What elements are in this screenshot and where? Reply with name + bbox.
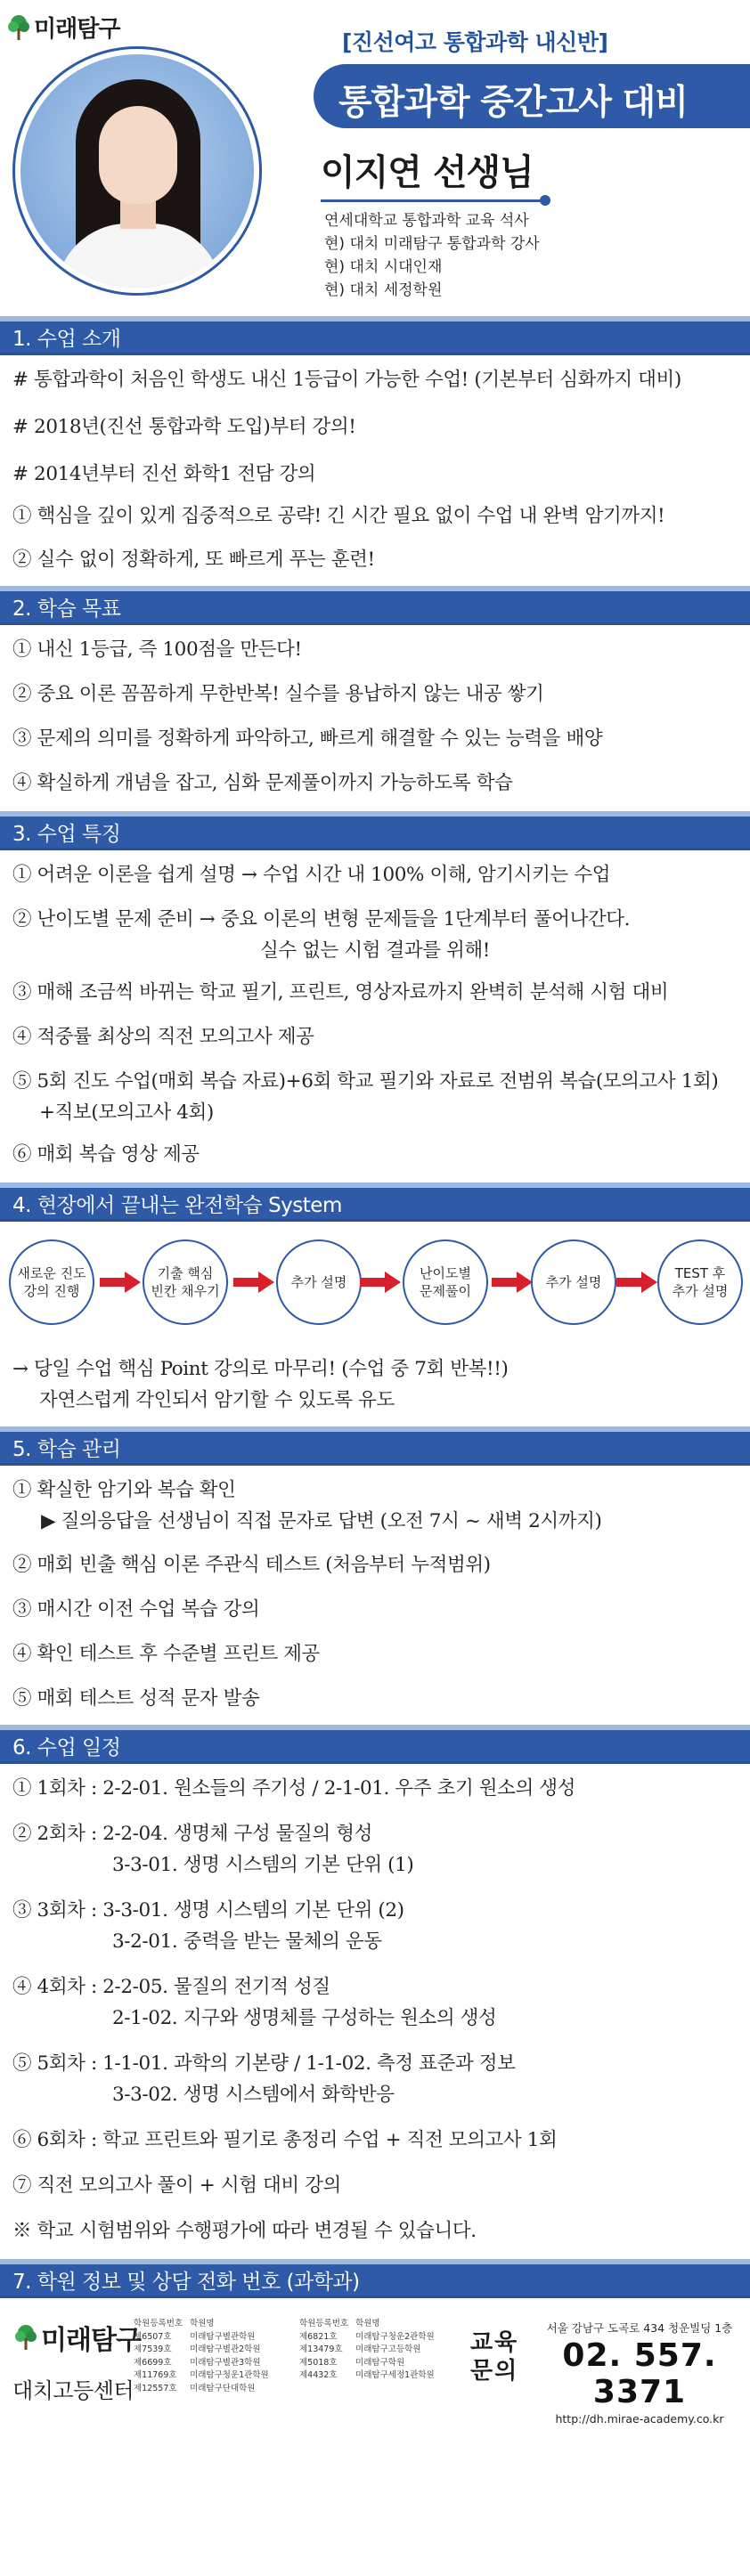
arrow-right-icon (360, 1270, 401, 1295)
education-inquiry-label: 교육 문의 (470, 2329, 519, 2385)
section-title: 3. 수업 특징 (12, 823, 121, 846)
management-line: ⑤ 매회 테스트 성적 문자 발송 (12, 1687, 260, 1710)
section-body-schedule (0, 1764, 750, 2259)
section-header-intro (0, 316, 750, 355)
flow-step-test: TEST 후 추가 설명 (657, 1239, 743, 1325)
management-line: ① 확실한 암기와 복습 확인 (12, 1479, 236, 1501)
credential-item: 현) 대치 세정학원 (324, 281, 443, 299)
arrow-right-icon (233, 1270, 274, 1295)
registry-table-left: 학원등록번호 제6507호 제7539호 제6699호 제11769호 제12557호 학원명 미래탐구별관학원 미래탐구별관2학원 미래탐구별관3학원 미래탐구청운1관학원 미래탐구단대학원 (134, 2319, 269, 2393)
teacher-photo (12, 46, 262, 296)
intro-line: ② 실수 없이 정확하게, 또 빠르게 푸는 훈련! (12, 549, 375, 571)
schedule-line: ③ 3회차 : 3-3-01. 생명 시스템의 기본 단위 (2) (12, 1899, 404, 1922)
intro-line: # 2014년부터 진선 화학1 전담 강의 (12, 463, 316, 485)
management-line: ② 매회 빈출 핵심 이론 주관식 테스트 (처음부터 누적범위) (12, 1554, 491, 1576)
complete-line-continued: 자연스럽게 각인되서 암기할 수 있도록 유도 (39, 1389, 395, 1411)
section-title: 1. 수업 소개 (12, 328, 121, 351)
academy-website-link[interactable]: http://dh.mirae-academy.co.kr (555, 2412, 724, 2426)
schedule-line: ⑤ 5회차 : 1-1-01. 과학의 기본량 / 1-1-02. 측정 표준과 정보 (12, 2052, 516, 2075)
footer-logo-text: 미래탐구 (41, 2325, 141, 2356)
section-header-features (0, 811, 750, 850)
feature-line: ① 어려운 이론을 쉽게 설명 → 수업 시간 내 100% 이해, 암기시키는 수업 (12, 864, 611, 886)
teacher-credentials (324, 209, 540, 302)
section-body-features (0, 850, 750, 1182)
schedule-line: ② 2회차 : 2-2-04. 생명체 구성 물질의 형성 (12, 1823, 372, 1845)
section-header-goals (0, 586, 750, 625)
management-line: ④ 확인 테스트 후 수준별 프린트 제공 (12, 1643, 320, 1665)
credential-item: 현) 대치 시대인재 (324, 258, 443, 276)
contact-block (534, 2320, 745, 2426)
flow-step-fill-blanks: 기출 핵심 빈칸 채우기 (143, 1239, 228, 1325)
center-name: 대치고등센터 (12, 2378, 135, 2403)
schedule-line: ⑥ 6회차 : 학교 프린트와 필기로 총정리 수업 + 직전 모의고사 1회 (12, 2129, 558, 2151)
intro-line: # 2018년(진선 통합과학 도입)부터 강의! (12, 416, 356, 438)
flow-step-extra-explain-2: 추가 설명 (531, 1239, 616, 1325)
feature-line: ② 난이도별 문제 준비 → 중요 이론의 변형 문제들을 1단계부터 풀어나간다. (12, 908, 631, 930)
section-body-intro (0, 355, 750, 586)
arrow-right-icon (100, 1270, 141, 1295)
section-header-schedule (0, 1725, 750, 1764)
feature-line: ⑤ 5회 진도 수업(매회 복습 자료)+6회 학교 필기와 자료로 전범위 복습(모의고사 1회) (12, 1070, 719, 1093)
academy-logo (7, 11, 119, 44)
section-body-goals (0, 625, 750, 811)
intro-line: # 통합과학이 처음인 학생도 내신 1등급이 가능한 수업! (기본부터 심화까지 대비) (12, 369, 681, 391)
feature-line-continued: 실수 없는 시험 결과를 위해! (259, 939, 491, 962)
credential-item: 연세대학교 통합과학 교육 석사 (324, 212, 529, 230)
schedule-line: ① 1회차 : 2-2-01. 원소들의 주기성 / 2-1-01. 우주 초기 원소의 생성 (12, 1777, 576, 1800)
section-title: 6. 수업 일정 (12, 1736, 121, 1759)
footer-logo (14, 2318, 141, 2357)
schedule-line: ④ 4회차 : 2-2-05. 물질의 전기적 성질 (12, 1976, 330, 1998)
flyer-header (0, 0, 750, 316)
course-subtitle: [진선여고 통합과학 내신반] (342, 29, 608, 55)
goal-line: ① 내신 1등급, 즉 100점을 만든다! (12, 638, 302, 661)
feature-line-continued: +직보(모의고사 4회) (39, 1101, 214, 1124)
goal-line: ③ 문제의 의미를 정확하게 파악하고, 빠르게 해결할 수 있는 능력을 배양 (12, 727, 603, 750)
academy-footer (0, 2298, 750, 2432)
section-header-management (0, 1426, 750, 1466)
goal-line: ④ 확실하게 개념을 잡고, 심화 문제풀이까지 가능하도록 학습 (12, 772, 513, 794)
intro-line: ① 핵심을 깊이 있게 집중적으로 공략! 긴 시간 필요 없이 수업 내 완벽 암기까지! (12, 505, 665, 527)
course-title: 통합과학 중간고사 대비 (338, 83, 688, 123)
schedule-line-continued: 2-1-02. 지구와 생명체를 구성하는 원소의 생성 (112, 2007, 497, 2029)
flow-step-extra-explain: 추가 설명 (276, 1239, 362, 1325)
section-body-complete (0, 1355, 750, 1426)
course-title-bar (314, 64, 750, 128)
schedule-line: ⑦ 직전 모의고사 풀이 + 시험 대비 강의 (12, 2174, 341, 2197)
schedule-notice: ※ 학교 시험범위와 수행평가에 따라 변경될 수 있습니다. (12, 2220, 477, 2242)
teacher-name: 이지연 선생님 (321, 152, 534, 193)
schedule-line-continued: 3-3-02. 생명 시스템에서 화학반응 (112, 2084, 395, 2106)
schedule-line-continued: 3-3-01. 생명 시스템의 기본 단위 (1) (112, 1854, 414, 1876)
arrow-right-icon (616, 1270, 657, 1295)
feature-line: ④ 적중률 최상의 직전 모의고사 제공 (12, 1026, 314, 1048)
name-underline (321, 199, 543, 202)
section-title: 7. 학원 정보 및 상담 전화 번호 (과학과) (12, 2271, 360, 2294)
name-underline-dot (540, 195, 550, 206)
feature-line: ③ 매해 조금씩 바뀌는 학교 필기, 프린트, 영상자료까지 완벽히 분석해 시험 대비 (12, 981, 669, 1004)
academy-phone[interactable]: 02. 557. 3371 (562, 2337, 717, 2410)
management-line: ③ 매시간 이전 수업 복습 강의 (12, 1598, 260, 1621)
learning-flow-diagram (0, 1222, 750, 1355)
tree-logo-icon (7, 14, 30, 41)
flow-step-new-lesson: 새로운 진도 강의 진행 (9, 1239, 94, 1325)
schedule-line-continued: 3-2-01. 중력을 받는 물체의 운동 (112, 1930, 382, 1953)
section-header-complete (0, 1182, 750, 1222)
goal-line: ② 중요 이론 꼼꼼하게 무한반복! 실수를 용납하지 않는 내공 쌓기 (12, 683, 544, 705)
section-title: 5. 학습 관리 (12, 1438, 121, 1461)
credential-item: 현) 대치 미래탐구 통합과학 강사 (324, 235, 540, 253)
section-header-academy (0, 2259, 750, 2298)
section-body-management (0, 1466, 750, 1725)
arrow-right-icon (492, 1270, 533, 1295)
logo-text: 미래탐구 (34, 16, 120, 43)
management-subline: ▶ 질의응답을 선생님이 직접 문자로 답변 (오전 7시 ~ 새벽 2시까지) (41, 1510, 602, 1532)
feature-line: ⑥ 매회 복습 영상 제공 (12, 1143, 200, 1166)
registry-table-right: 학원등록번호 제6821호 제13479호 제5018호 제4432호 학원명 미래탐구청운2관학원 미래탐구고등학원 미래탐구학원 미래탐구세정1관학원 (299, 2319, 435, 2380)
tree-logo-icon (14, 2324, 37, 2351)
academy-address: 서울 강남구 도곡로 434 청운빌딩 1층 (546, 2321, 733, 2335)
complete-line: → 당일 수업 핵심 Point 강의로 마무리! (수업 중 7회 반복!!) (12, 1358, 509, 1380)
section-title: 2. 학습 목표 (12, 597, 121, 621)
section-title: 4. 현장에서 끝내는 완전학습 System (12, 1194, 342, 1217)
flow-step-level-problems: 난이도별 문제풀이 (403, 1239, 488, 1325)
